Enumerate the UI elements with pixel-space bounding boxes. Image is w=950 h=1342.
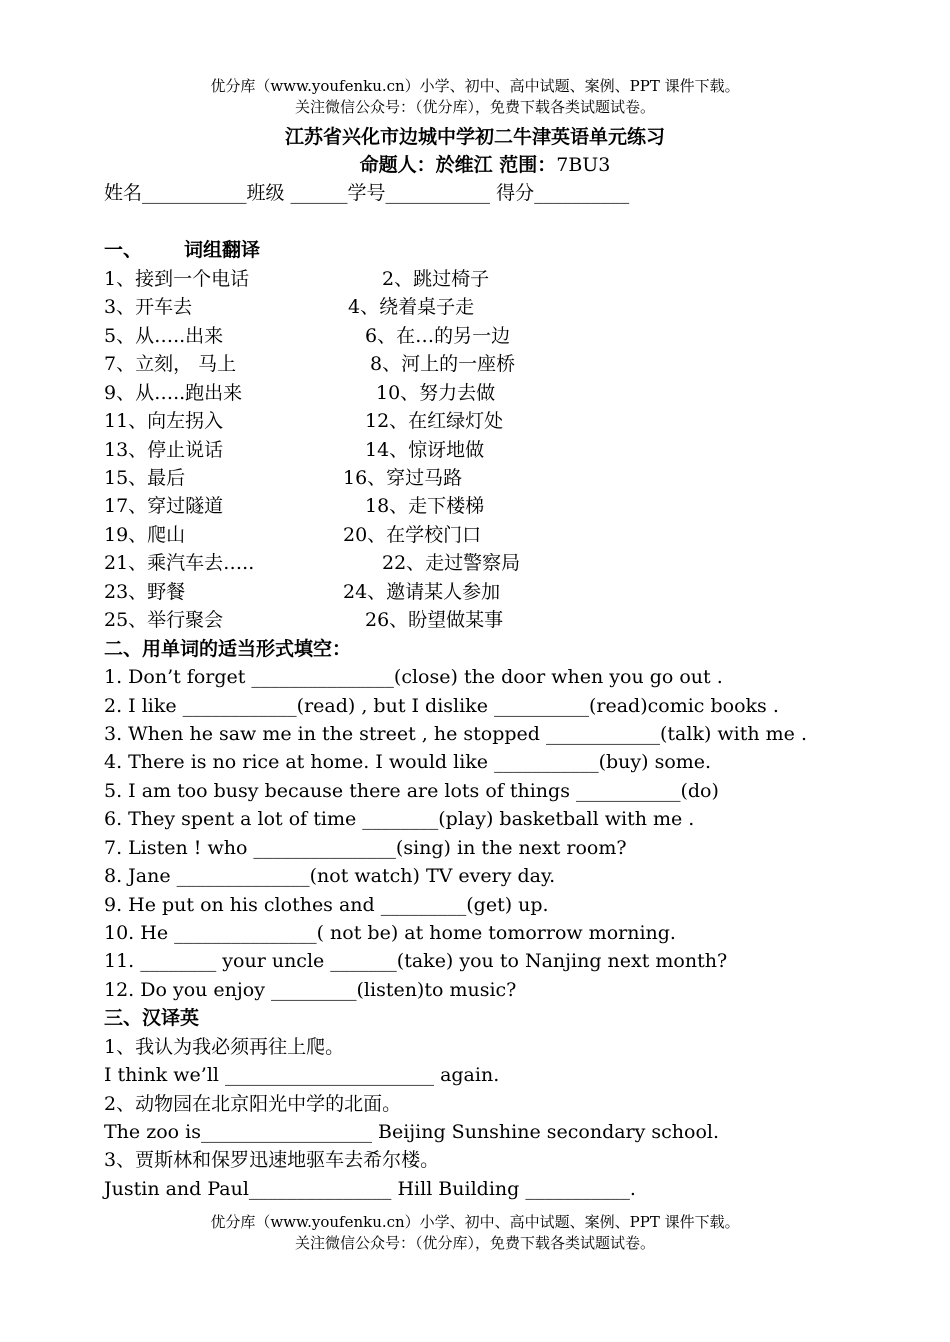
scope-value: 7BU3 <box>556 154 611 176</box>
phrase-item: 20、在学校门口 <box>343 524 482 546</box>
phrase-item: 17、穿过隧道 <box>104 495 224 517</box>
footer-line-1: 优分库（www.youfenku.cn）小学、初中、高中试题、案例、PPT 课件下载。 <box>210 1213 740 1231</box>
translation-prompt: 1、我认为我必须再往上爬。 <box>104 1036 345 1058</box>
phrase-item: 2、跳过椅子 <box>382 268 490 290</box>
phrase-item: 23、野餐 <box>104 581 186 603</box>
phrase-item: 16、穿过马路 <box>343 467 463 489</box>
fill-blank-item: 11. ________ your uncle _______(take) you to Nanjing next month? <box>104 950 728 972</box>
phrase-item: 21、乘汽车去….. <box>104 552 255 574</box>
phrase-item: 11、向左拐入 <box>104 410 224 432</box>
phrase-item: 26、盼望做某事 <box>365 609 504 631</box>
translation-answer-line: Justin and Paul_______________ Hill Building ___________. <box>104 1178 636 1200</box>
phrase-item: 24、邀请某人参加 <box>343 581 501 603</box>
phrase-item: 9、从…..跑出来 <box>104 382 243 404</box>
section1-heading <box>104 237 260 263</box>
header-line-2: 关注微信公众号：（优分库），免费下载各类试题试卷。 <box>294 98 655 116</box>
phrase-item: 7、立刻， 马上 <box>104 353 237 375</box>
student-info-line: 姓名___________班级 ______学号___________ 得分__________ <box>104 182 630 204</box>
fill-blank-item: 8. Jane ______________(not watch) TV every day. <box>104 865 556 887</box>
section2-heading: 二、用单词的适当形式填空： <box>104 638 352 660</box>
section1-heading-text: 词组翻译 <box>184 239 261 261</box>
section3-heading: 三、汉译英 <box>104 1007 200 1029</box>
phrase-item: 4、绕着桌子走 <box>348 296 475 318</box>
phrase-item: 22、走过警察局 <box>382 552 521 574</box>
section1-heading-number: 一、 <box>104 239 143 261</box>
header-line-1: 优分库（www.youfenku.cn）小学、初中、高中试题、案例、PPT 课件下载。 <box>210 77 740 95</box>
phrase-item: 1、接到一个电话 <box>104 268 250 290</box>
phrase-item: 14、惊讶地做 <box>365 439 485 461</box>
translation-prompt: 3、贾斯林和保罗迅速地驱车去希尔楼。 <box>104 1149 440 1171</box>
fill-blank-item: 9. He put on his clothes and _________(get) up. <box>104 894 549 916</box>
fill-blank-item: 10. He _______________( not be) at home tomorrow morning. <box>104 922 676 944</box>
translation-prompt: 2、动物园在北京阳光中学的北面。 <box>104 1093 402 1115</box>
phrase-item: 25、举行聚会 <box>104 609 224 631</box>
fill-blank-item: 1. Don’t forget _______________(close) the door when you go out . <box>104 666 723 688</box>
translation-answer-line: I think we’ll ______________________ again. <box>104 1064 500 1086</box>
author-scope-label: 命题人：於维江 范围： <box>359 154 557 176</box>
fill-blank-item: 5. I am too busy because there are lots of things ___________(do) <box>104 780 719 802</box>
phrase-item: 6、在…的另一边 <box>365 325 511 347</box>
phrase-item: 18、走下楼梯 <box>365 495 485 517</box>
fill-blank-item: 3. When he saw me in the street , he stopped ____________(talk) with me . <box>104 723 807 745</box>
fill-blank-item: 2. I like ____________(read) , but I dislike __________(read)comic books . <box>104 695 779 717</box>
fill-blank-item: 12. Do you enjoy _________(listen)to music? <box>104 979 517 1001</box>
page-title: 江苏省兴化市边城中学初二牛津英语单元练习 <box>284 126 665 148</box>
phrase-item: 15、最后 <box>104 467 186 489</box>
phrase-item: 12、在红绿灯处 <box>365 410 504 432</box>
phrase-item: 3、开车去 <box>104 296 193 318</box>
phrase-item: 13、停止说话 <box>104 439 224 461</box>
phrase-item: 10、努力去做 <box>376 382 496 404</box>
fill-blank-item: 4. There is no rice at home. I would like ___________(buy) some. <box>104 751 712 773</box>
fill-blank-item: 6. They spent a lot of time ________(play) basketball with me . <box>104 808 695 830</box>
phrase-item: 8、河上的一座桥 <box>370 353 516 375</box>
fill-blank-item: 7. Listen ! who _______________(sing) in the next room? <box>104 837 627 859</box>
page-subtitle <box>10 152 950 178</box>
translation-answer-line: The zoo is__________________ Beijing Sunshine secondary school. <box>104 1121 720 1143</box>
phrase-item: 5、从…..出来 <box>104 325 224 347</box>
phrase-item: 19、爬山 <box>104 524 186 546</box>
footer-line-2: 关注微信公众号：（优分库），免费下载各类试题试卷。 <box>294 1234 655 1252</box>
